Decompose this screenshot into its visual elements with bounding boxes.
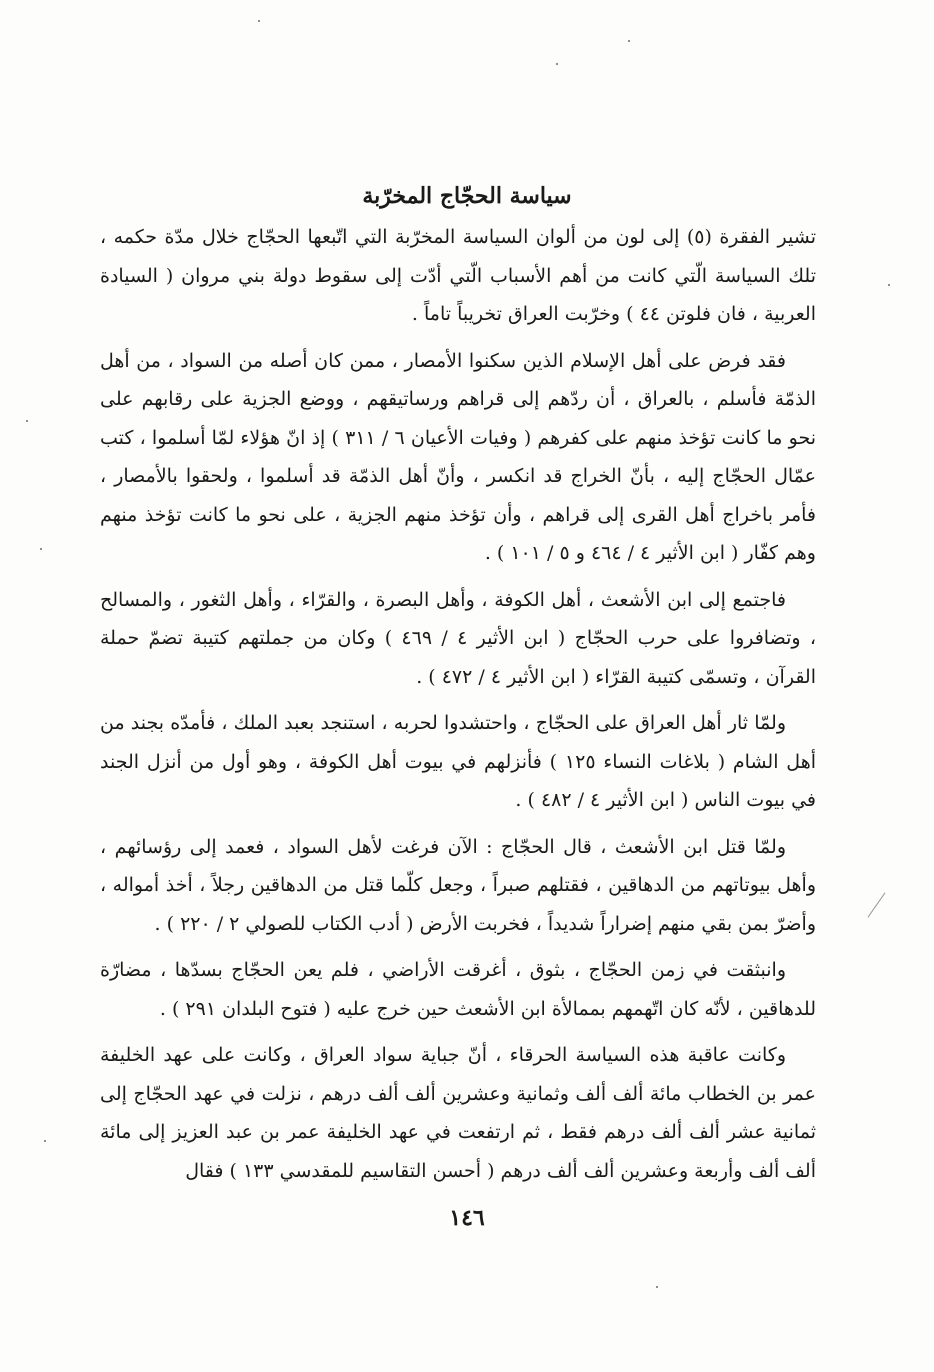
page-number: ١٤٦ <box>449 1205 485 1231</box>
scan-speck <box>26 420 28 422</box>
scan-speck <box>44 1140 46 1142</box>
scan-speck <box>888 284 890 286</box>
scan-speck <box>258 20 260 22</box>
page-title: سياسة الحجّاج المخرّبة <box>362 183 572 209</box>
scan-scratch <box>867 892 885 917</box>
paragraph: ولمّا ثار أهل العراق على الحجّاج ، واحتشدوا لحربه ، استنجد بعبد الملك ، فأمدّه بجند من أهل الشام ( بلاغات النساء ١٢٥ ) فأنزلهم في بيوت أهل الكوفة ، وهو أول من أنزل الجند في بيوت الناس ( ابن الأثير ٤ / ٤٨٢ ) . <box>100 712 816 811</box>
paragraph: ولمّا قتل ابن الأشعث ، قال الحجّاج : الآن فرغت لأهل السواد ، فعمد إلى رؤسائهم ، وأهل بيوتاتهم من الدهاقين ، فقتلهم صبراً ، وجعل كلّما قتل من الدهاقين رجلاً ، أخذ أمواله ، وأضرّ بمن بقي منهم إضراراً شديداً ، فخربت الأرض ( أدب الكتاب للصولي ٢ / ٢٢٠ ) . <box>100 835 816 935</box>
paragraph: تشير الفقرة (٥) إلى لون من ألوان السياسة المخرّبة التي اتّبعها الحجّاج خلال مدّة حكمه ، تلك السياسة الّتي كانت من أهم الأسباب الّتي أدّت إلى سقوط دولة بني مروان ( السيادة العربية ، فان فلوتن ٤٤ ) وخرّبت العراق تخريباً تاماً . <box>100 226 816 325</box>
scan-speck <box>628 40 630 42</box>
scan-speck <box>556 63 558 65</box>
paragraph: فقد فرض على أهل الإسلام الذين سكنوا الأمصار ، ممن كان أصله من السواد ، من أهل الذمّة فأسلم ، بالعراق ، أن ردّهم إلى قراهم ورساتيقهم ، ووضع الجزية على رقابهم على نحو ما كانت تؤخذ منهم على كفرهم ( وفيات الأعيان ٦ / ٣١١ ) إذ انّ هؤلاء لمّا أسلموا ، كتب عمّال الحجّاج إليه ، بأنّ الخراج قد انكسر ، وأنّ أهل الذمّة قد أسلموا ، ولحقوا بالأمصار ، فأمر باخراج أهل القرى إلى قراهم ، وأن تؤخذ منهم الجزية ، على نحو ما كانت تؤخذ منهم وهم كفّار ( ابن الأثير ٤ / ٤٦٤ و ٥ / ١٠١ ) . <box>100 349 817 564</box>
paragraph: وانبثقت في زمن الحجّاج ، بثوق ، أغرقت الأراضي ، فلم يعن الحجّاج بسدّها ، مضارّة للدهاقين ، لأنّه كان اتّهمهم بممالأة ابن الأشعث حين خرج عليه ( فتوح البلدان ٢٩١ ) . <box>100 959 816 1020</box>
paragraph: فاجتمع إلى ابن الأشعث ، أهل الكوفة ، وأهل البصرة ، والقرّاء ، وأهل الثغور ، والمسالح ، وتضافروا على حرب الحجّاج ( ابن الأثير ٤ / ٤٦٩ ) وكان من جملتهم كتيبة تضمّ حملة القرآن ، وتسمّى كتيبة القرّاء ( ابن الأثير ٤ / ٤٧٢ ) . <box>100 588 816 688</box>
scan-speck <box>40 548 42 550</box>
body-text <box>100 218 816 1198</box>
scan-speck <box>656 1286 658 1288</box>
paragraph: وكانت عاقبة هذه السياسة الحرقاء ، أنّ جباية سواد العراق ، وكانت على عهد الخليفة عمر بن الخطاب مائة ألف ألف وثمانية وعشرين ألف ألف درهم ، نزلت في عهد الحجّاج إلى ثمانية عشر ألف ألف درهم فقط ، ثم ارتفعت في عهد الخليفة عمر بن عبد العزيز إلى مائة ألف ألف وأربعة وعشرين ألف ألف درهم ( أحسن التقاسيم للمقدسي ١٣٣ ) فقال <box>100 1044 816 1182</box>
